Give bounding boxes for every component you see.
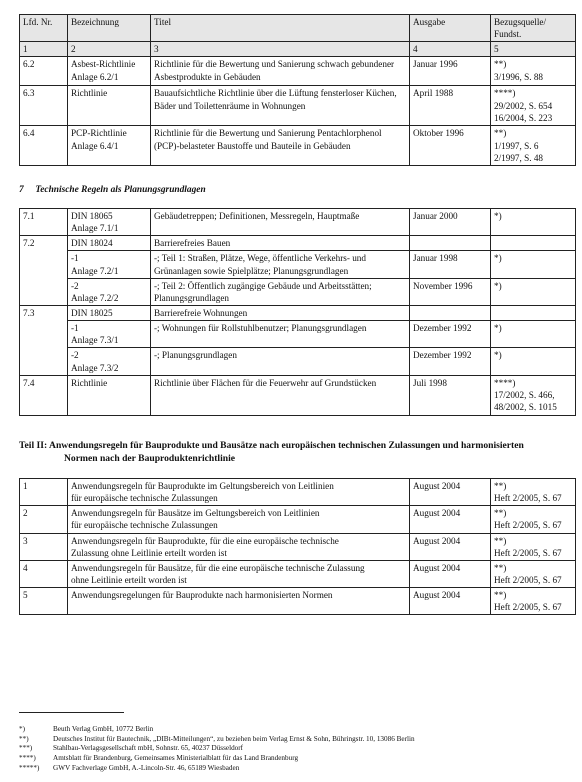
row-quelle: **) Heft 2/2005, S. 67 — [491, 560, 576, 587]
footnote-marker: *****) — [19, 763, 40, 772]
part-two-heading-line2: Normen nach der Bauproduktenrichtlinie — [64, 452, 236, 464]
row-number: 7.4 — [20, 375, 68, 415]
row-ausgabe: Dezember 1992 — [410, 321, 491, 348]
row-ausgabe: August 2004 — [410, 479, 491, 506]
row-titel: Anwendungsregeln für Bauprodukte, für die eine europäische technische Zulassung ohne Leitlinie erteilt worden ist — [68, 533, 410, 560]
row-ausgabe: August 2004 — [410, 506, 491, 533]
row-bezeichnung: DIN 18024 — [68, 236, 151, 251]
row-titel: Anwendungsregeln für Bausätze im Geltungsbereich von Leitlinien für europäische technische Zulassungen — [68, 506, 410, 533]
table-row — [20, 560, 576, 587]
row-bezeichnung: Asbest-Richtlinie Anlage 6.2/1 — [68, 57, 151, 86]
row-ausgabe — [410, 236, 491, 251]
regulations-table-part1 — [19, 14, 576, 166]
table-row — [20, 86, 576, 126]
row-titel: -; Teil 1: Straßen, Plätze, Wege, öffentliche Verkehrs- und Grünanlagen sowie Spielplätze; Planungsgrundlagen — [151, 251, 410, 278]
row-number: 7.3 — [20, 305, 68, 320]
row-bezeichnung: Richtlinie — [68, 375, 151, 415]
table-row — [20, 251, 576, 278]
table-row — [20, 533, 576, 560]
row-number: 6.2 — [20, 57, 68, 86]
row-number: 1 — [20, 479, 68, 506]
row-titel: Richtlinie für die Bewertung und Sanierung schwach gebundener Asbestprodukte in Gebäuden — [151, 57, 410, 86]
row-ausgabe: August 2004 — [410, 588, 491, 615]
footnote-item — [19, 744, 415, 754]
footnotes — [19, 725, 415, 773]
row-bezeichnung: -2 Anlage 7.3/2 — [68, 348, 151, 375]
row-number: 7.2 — [20, 236, 68, 251]
row-bezeichnung: DIN 18025 — [68, 305, 151, 320]
row-ausgabe: Januar 1996 — [410, 57, 491, 86]
header-lfd-nr: Lfd. Nr. — [20, 15, 68, 42]
footnote-marker: ***) — [19, 744, 33, 753]
row-quelle: *) — [491, 278, 576, 305]
column-number: 1 — [20, 42, 68, 57]
row-titel: Barrierefreies Bauen — [151, 236, 410, 251]
footnote-marker: ****) — [19, 753, 36, 762]
footnote-text: Beuth Verlag GmbH, 10772 Berlin — [53, 725, 154, 733]
row-bezeichnung: PCP-Richtlinie Anlage 6.4/1 — [68, 126, 151, 166]
column-number-row — [20, 42, 576, 57]
row-titel: Bauaufsichtliche Richtlinie über die Lüftung fensterloser Küchen, Bäder und Toilettenräume in Wohnungen — [151, 86, 410, 126]
row-quelle: ****) 29/2002, S. 654 16/2004, S. 223 — [491, 86, 576, 126]
row-quelle: *) — [491, 321, 576, 348]
row-titel: Richtlinie für die Bewertung und Sanierung Pentachlorphenol (PCP)-belasteter Baustoffe und Bauteile in Gebäuden — [151, 126, 410, 166]
row-quelle: **) 3/1996, S. 88 — [491, 57, 576, 86]
row-quelle — [491, 305, 576, 320]
row-number — [20, 321, 68, 348]
row-ausgabe — [410, 305, 491, 320]
row-ausgabe: August 2004 — [410, 533, 491, 560]
footnote-divider — [19, 712, 124, 713]
footnote-text: GWV Fachverlage GmbH, A.-Lincoln-Str. 46, 65189 Wiesbaden — [53, 763, 240, 772]
table-row — [20, 506, 576, 533]
table-row — [20, 375, 576, 415]
table-row — [20, 321, 576, 348]
row-ausgabe: Januar 1998 — [410, 251, 491, 278]
row-quelle: **) Heft 2/2005, S. 67 — [491, 588, 576, 615]
row-titel: -; Teil 2: Öffentlich zugängige Gebäude und Arbeitsstätten; Planungsgrundlagen — [151, 278, 410, 305]
row-number: 6.4 — [20, 126, 68, 166]
row-bezeichnung: -2 Anlage 7.2/2 — [68, 278, 151, 305]
table-row — [20, 209, 576, 236]
row-bezeichnung: Richtlinie — [68, 86, 151, 126]
table-row — [20, 57, 576, 86]
part-two-heading-line1: Teil II: Anwendungsregeln für Bauprodukte und Bausätze nach europäischen technischen Zulassungen und harmonisierten — [19, 440, 524, 451]
row-quelle: *) — [491, 348, 576, 375]
footnote-text: Deutsches Institut für Bautechnik, „DIBt-Mitteilungen“, zu beziehen beim Verlag Ernst & Sohn, Bühringstr. 10, 13086 Berlin — [53, 734, 415, 743]
table-header-row — [20, 15, 576, 42]
header-ausgabe: Ausgabe — [410, 15, 491, 42]
column-number: 2 — [68, 42, 151, 57]
row-titel: Anwendungsregeln für Bausätze, für die eine europäische technische Zulassung ohne Leitlinie erteilt worden ist — [68, 560, 410, 587]
footnote-item — [19, 764, 415, 774]
table-row — [20, 348, 576, 375]
table-row — [20, 236, 576, 251]
row-ausgabe: April 1988 — [410, 86, 491, 126]
header-titel: Titel — [151, 15, 410, 42]
table-row — [20, 479, 576, 506]
row-quelle: *) — [491, 209, 576, 236]
footnote-item — [19, 754, 415, 764]
row-titel: Anwendungsregelungen für Bauprodukte nach harmonisierten Normen — [68, 588, 410, 615]
footnote-text: Amtsblatt für Brandenburg, Gemeinsames Ministerialblatt für das Land Brandenburg — [53, 753, 299, 762]
row-ausgabe: August 2004 — [410, 560, 491, 587]
footnote-text: Stahlbau-Verlagsgesellschaft mbH, Sohnstr. 65, 40237 Düsseldorf — [53, 744, 244, 753]
row-number — [20, 251, 68, 278]
header-bezugsquelle: Bezugsquelle/ Fundst. — [491, 15, 576, 42]
footnote-item — [19, 725, 415, 735]
row-number: 7.1 — [20, 209, 68, 236]
row-quelle: *) — [491, 251, 576, 278]
row-ausgabe: Dezember 1992 — [410, 348, 491, 375]
column-number: 5 — [491, 42, 576, 57]
row-ausgabe: Januar 2000 — [410, 209, 491, 236]
table-row — [20, 126, 576, 166]
row-quelle: **) 1/1997, S. 6 2/1997, S. 48 — [491, 126, 576, 166]
row-number: 2 — [20, 506, 68, 533]
row-quelle — [491, 236, 576, 251]
row-number: 4 — [20, 560, 68, 587]
header-bezeichnung: Bezeichnung — [68, 15, 151, 42]
row-ausgabe: November 1996 — [410, 278, 491, 305]
footnote-item — [19, 735, 415, 745]
row-bezeichnung: -1 Anlage 7.2/1 — [68, 251, 151, 278]
row-titel: Barrierefreie Wohnungen — [151, 305, 410, 320]
row-quelle: **) Heft 2/2005, S. 67 — [491, 533, 576, 560]
application-rules-table — [19, 478, 576, 615]
row-number: 3 — [20, 533, 68, 560]
row-ausgabe: Oktober 1996 — [410, 126, 491, 166]
row-ausgabe: Juli 1998 — [410, 375, 491, 415]
row-number: 5 — [20, 588, 68, 615]
table-row — [20, 305, 576, 320]
row-titel: -; Wohnungen für Rollstuhlbenutzer; Planungsgrundlagen — [151, 321, 410, 348]
footnote-marker: *) — [19, 725, 25, 733]
section-heading-7: 7 Technische Regeln als Planungsgrundlagen — [19, 185, 206, 195]
row-quelle: ****) 17/2002, S. 466, 48/2002, S. 1015 — [491, 375, 576, 415]
row-titel: Gebäudetreppen; Definitionen, Messregeln, Hauptmaße — [151, 209, 410, 236]
table-row — [20, 588, 576, 615]
row-quelle: **) Heft 2/2005, S. 67 — [491, 506, 576, 533]
row-quelle: **) Heft 2/2005, S. 67 — [491, 479, 576, 506]
table-row — [20, 278, 576, 305]
row-number — [20, 348, 68, 375]
column-number: 3 — [151, 42, 410, 57]
row-bezeichnung: -1 Anlage 7.3/1 — [68, 321, 151, 348]
row-number: 6.3 — [20, 86, 68, 126]
regulations-table-section7 — [19, 208, 576, 416]
row-bezeichnung: DIN 18065 Anlage 7.1/1 — [68, 209, 151, 236]
column-number: 4 — [410, 42, 491, 57]
row-titel: Richtlinie über Flächen für die Feuerwehr auf Grundstücken — [151, 375, 410, 415]
row-titel: -; Planungsgrundlagen — [151, 348, 410, 375]
footnote-marker: **) — [19, 734, 29, 743]
row-titel: Anwendungsregeln für Bauprodukte im Geltungsbereich von Leitlinien für europäische technische Zulassungen — [68, 479, 410, 506]
part-two-heading — [19, 440, 575, 466]
row-number — [20, 278, 68, 305]
